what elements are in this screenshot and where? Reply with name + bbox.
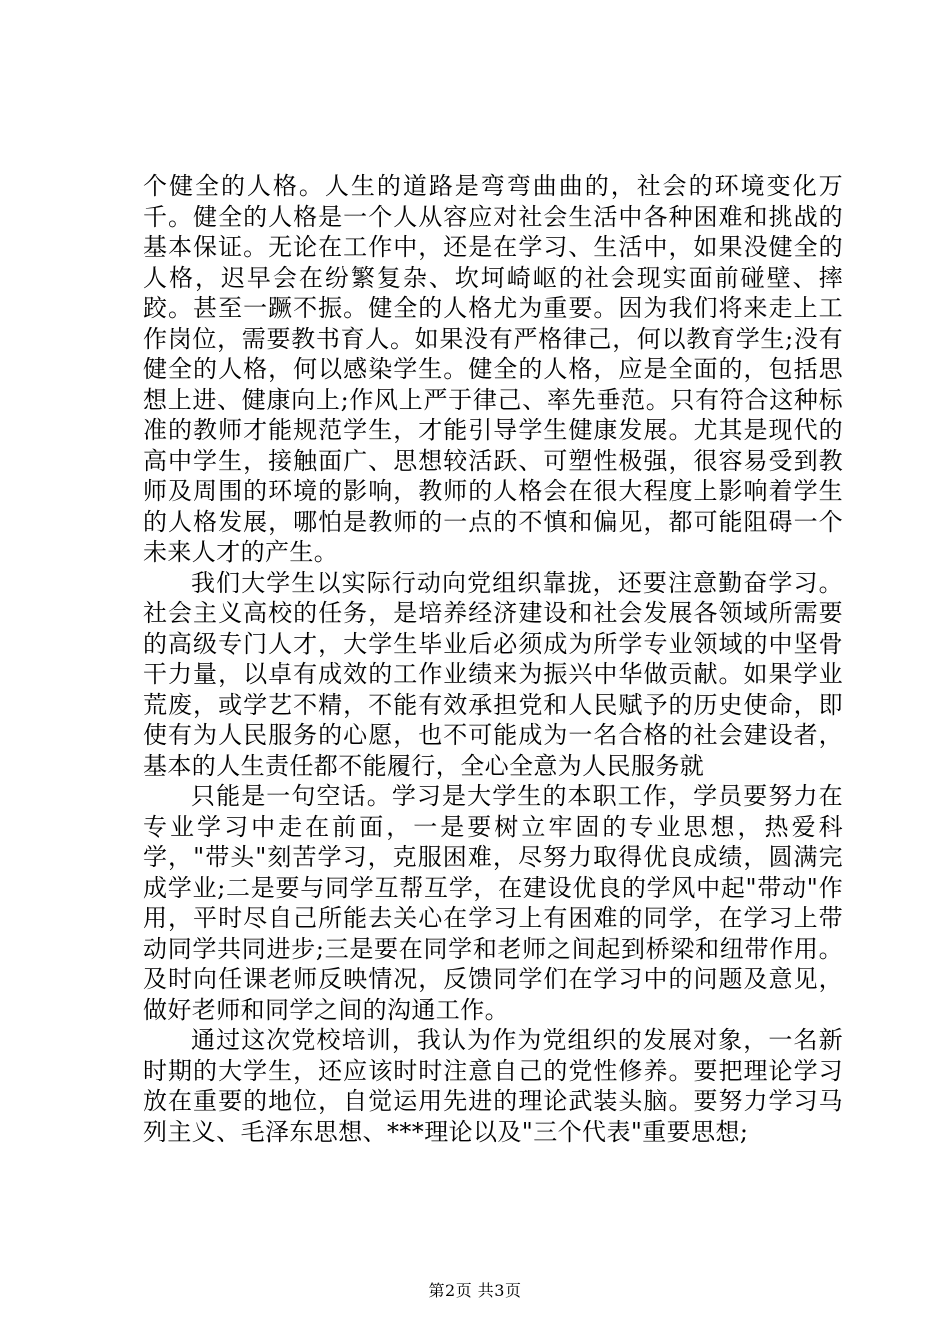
- document-body: [143, 171, 843, 1147]
- page-number-footer: 第2页 共3页: [428, 1281, 522, 1300]
- paragraph-1: 个健全的人格。人生的道路是弯弯曲曲的，社会的环境变化万千。健全的人格是一个人从容应对社会生活中各种困难和挑战的基本保证。无论在工作中，还是在学习、生活中，如果没健全的人格，迟早会在纷繁复杂、坎坷崎岖的社会现实面前碰壁、摔跤。甚至一蹶不振。健全的人格尤为重要。因为我们将来走上工作岗位，需要教书育人。如果没有严格律己，何以教育学生;没有健全的人格，何以感染学生。健全的人格，应是全面的，包括思想上进、健康向上;作风上严于律己、率先垂范。只有符合这种标准的教师才能规范学生，才能引导学生健康发展。尤其是现代的高中学生，接触面广、思想较活跃、可塑性极强，很容易受到教师及周围的环境的影响，教师的人格会在很大程度上影响着学生的人格发展，哪怕是教师的一点的不慎和偏见，都可能阻碍一个未来人才的产生。: [143, 172, 843, 566]
- paragraph-3: 只能是一句空话。学习是大学生的本职工作，学员要努力在专业学习中走在前面，一是要树立牢固的专业思想，热爱科学，"带头"刻苦学习，克服困难，尽努力取得优良成绩，圆满完成学业;二是要与同学互帮互学，在建设优良的学风中起"带动"作用，平时尽自己所能去关心在学习上有困难的同学，在学习上带动同学共同进步;三是要在同学和老师之间起到桥梁和纽带作用。及时向任课老师反映情况，反馈同学们在学习中的问题及意见，做好老师和同学之间的沟通工作。: [143, 782, 843, 1024]
- paragraph-4: 通过这次党校培训，我认为作为党组织的发展对象，一名新时期的大学生，还应该时时注意自己的党性修养。要把理论学习放在重要的地位，自觉运用先进的理论武装头脑。要努力学习马列主义、毛泽东思想、***理论以及"三个代表"重要思想;: [143, 1026, 843, 1146]
- paragraph-2: 我们大学生以实际行动向党组织靠拢，还要注意勤奋学习。社会主义高校的任务，是培养经济建设和社会发展各领域所需要的高级专门人才，大学生毕业后必须成为所学专业领域的中坚骨干力量，以卓有成效的工作业绩来为振兴中华做贡献。如果学业荒废，或学艺不精，不能有效承担党和人民赋予的历史使命，即使有为人民服务的心愿，也不可能成为一名合格的社会建设者，基本的人生责任都不能履行，全心全意为人民服务就: [143, 568, 843, 780]
